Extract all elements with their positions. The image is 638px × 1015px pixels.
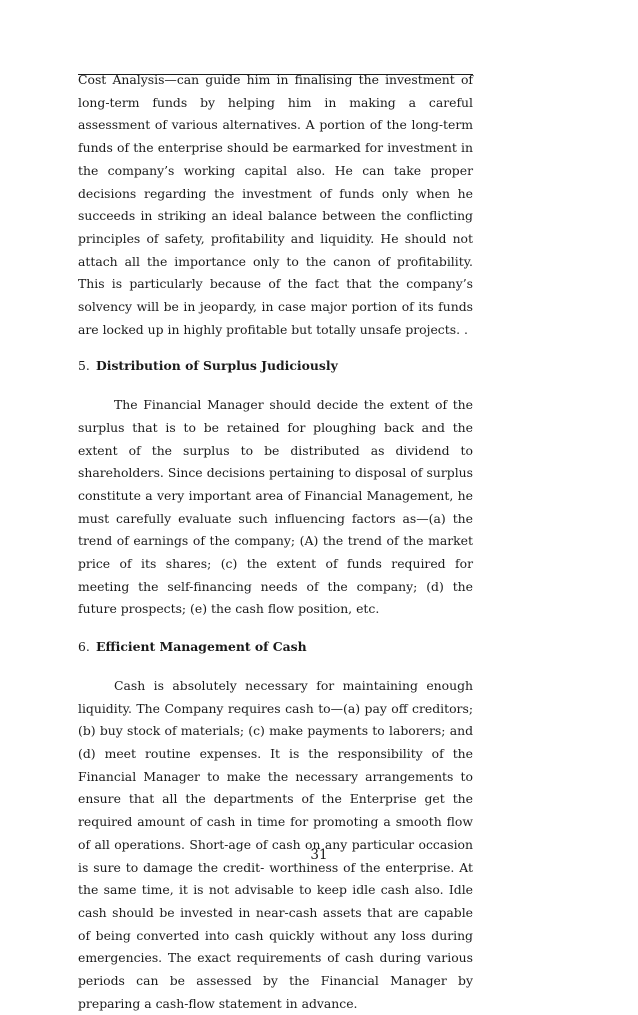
surplus-paragraph: The Financial Manager should decide the extent of the surplus that is to be retained for ploughing back and the extent of the surplus to be distributed as dividend to shareholders. Since decisions pertaining to disposal of surplus constitute a very important area of Financial Management, he must carefully evaluate such influencing factors as—(a) the trend of earnings of the company; (A) the trend of the market price of its shares; (c) the extent of funds required for meeting the self-financing needs of the company; (d) the future prospects; (e) the cash flow position, etc. bbox=[78, 397, 473, 617]
section-title: Distribution of Surplus Judiciously bbox=[96, 358, 338, 374]
section-number: 5. bbox=[78, 358, 90, 374]
intro-paragraph: Cost Analysis—can guide him in finalising the investment of long-term funds by helping him in making a careful assessment of various alternatives. A portion of the long-term funds of the enterprise should be earmarked for investment in the company’s working capital also. He can take proper decisions regarding the investment of funds only when he succeeds in striking an ideal balance between the conflicting principles of safety, profitability and liquidity. He should not attach all the importance only to the canon of profitability. This is particularly because of the fact that the company’s solvency will be in jeopardy, in case major portion of its funds are locked up in highly profitable but totally unsafe projects. . bbox=[78, 72, 473, 337]
section-title: Efficient Management of Cash bbox=[96, 639, 307, 655]
page-number: 31 bbox=[310, 847, 328, 863]
section-number: 6. bbox=[78, 639, 90, 655]
page-body bbox=[78, 62, 473, 1015]
section-heading-surplus bbox=[78, 355, 473, 378]
section-heading-cash bbox=[78, 636, 473, 659]
cash-paragraph: Cash is absolutely necessary for maintaining enough liquidity. The Company requires cash to—(a) pay off creditors; (b) buy stock of materials; (c) make payments to laborers; and (d) meet routine expenses. It is the responsibility of the Financial Manager to make the necessary arrangements to ensure that all the departments of the Enterprise get the required amount of cash in time for promoting a smooth flow of all operations. Short-age of cash on any particular occasion is sure to damage the credit- worthiness of the enterprise. At the same time, it is not advisable to keep idle cash also. Idle cash should be invested in near-cash assets that are capable of being converted into cash quickly without any loss during emergencies. The exact requirements of cash during various periods can be assessed by the Financial Manager by preparing a cash-flow statement in advance. bbox=[78, 677, 473, 1011]
